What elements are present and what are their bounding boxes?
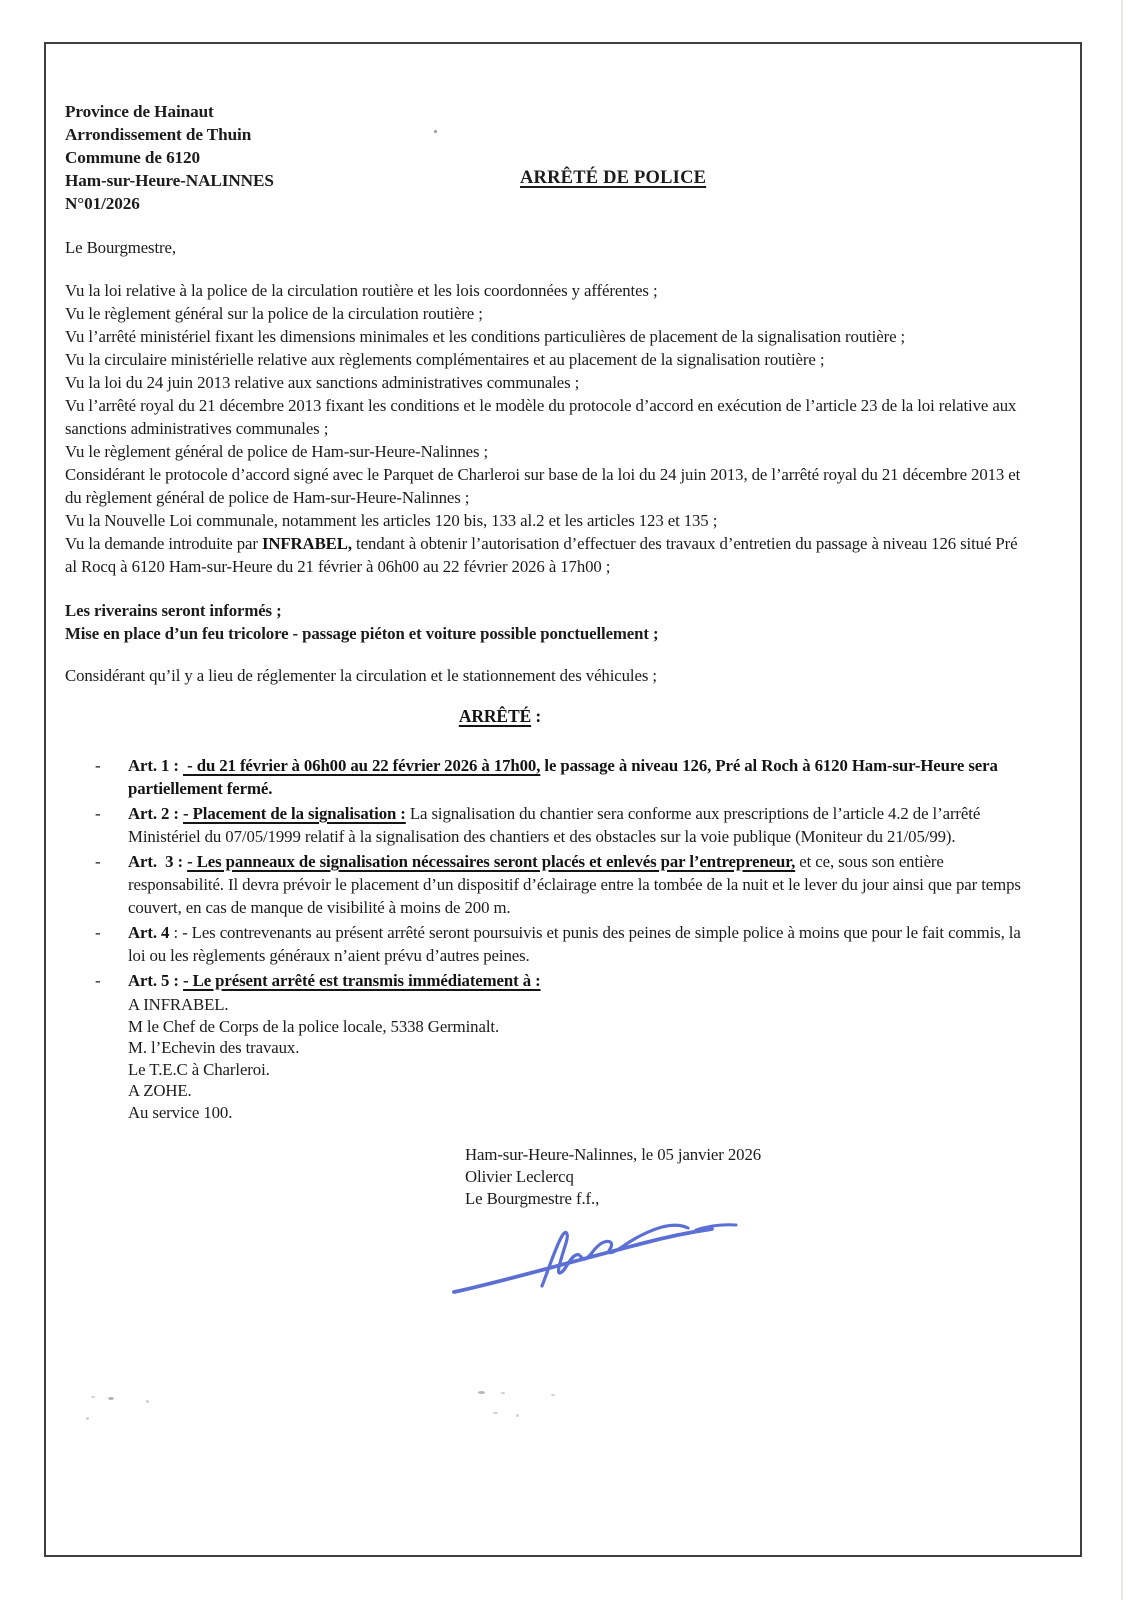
- article-2-underlined: - Placement de la signalisation :: [183, 804, 406, 823]
- clause: Vu la circulaire ministérielle relative aux règlements complémentaires et au placement de la signalisation routière ;: [65, 350, 825, 369]
- clause: Vu le règlement général de police de Ham-sur-Heure-Nalinnes ;: [65, 442, 489, 461]
- recipient-infrabel: A INFRABEL.: [128, 995, 229, 1014]
- article-4: [95, 921, 1030, 967]
- article-4-text: : - Les contrevenants au présent arrêté seront poursuivis et punis des peines de simple police à moins que pour le fait commis, la loi ou les règlements généraux n’aient prévu d’autres peines.: [128, 923, 1025, 965]
- scan-noise: [493, 1412, 498, 1414]
- signature-stroke-flourish: [696, 1225, 736, 1230]
- signature-stroke-scribble: [542, 1225, 688, 1286]
- scan-noise: [551, 1394, 555, 1396]
- article-3-label: Art. 3 :: [128, 852, 188, 871]
- signature-name: Olivier Leclercq: [465, 1167, 574, 1186]
- scan-noise: [146, 1400, 149, 1403]
- salutation: Le Bourgmestre,: [65, 238, 176, 257]
- article-1-label: Art. 1 :: [128, 756, 184, 775]
- letterhead: [65, 100, 1030, 215]
- recipient-police: M le Chef de Corps de la police locale, 5338 Germinalt.: [128, 1016, 500, 1036]
- clause: Vu la loi relative à la police de la circulation routière et les lois coordonnées y afférentes ;: [65, 281, 658, 300]
- signature-stroke-main: [454, 1229, 712, 1292]
- signature-block: [465, 1144, 1030, 1210]
- decree-word: ARRÊTÉ: [458, 706, 532, 726]
- clause: Vu le règlement général sur la police de la circulation routière ;: [65, 304, 483, 323]
- article-5-label: Art. 5 :: [128, 971, 184, 990]
- article-1-underlined: - du 21 février à 06h00 au 22 février 2026 à 17h00,: [183, 756, 541, 775]
- scan-noise: [478, 1391, 485, 1394]
- letterhead-arrondissement: Arrondissement de Thuin: [65, 125, 252, 144]
- decree-colon: :: [531, 706, 542, 726]
- article-4-label: Art. 4: [128, 923, 170, 942]
- recipient-zohe: A ZOHE.: [128, 1081, 192, 1100]
- article-1: [95, 754, 1030, 800]
- article-2-text: La signalisation du chantier sera conforme aux prescriptions de l’article 4.2 de l’arrêté Ministériel du 07/05/1999 relatif à la signalisation des chantiers et des obstacles sur la voie publique (Moniteur du 21/05/99).: [128, 804, 985, 846]
- recipients-list: [95, 994, 1030, 1123]
- letterhead-commune: Commune de 6120: [65, 148, 201, 167]
- letterhead-numero: N°01/2026: [65, 194, 140, 213]
- clause-demande: [65, 532, 1030, 578]
- notice-riverains: Les riverains seront informés ;: [65, 601, 282, 620]
- document-title: ARRÊTÉ DE POLICE: [520, 168, 707, 188]
- signature-role: Le Bourgmestre f.f.,: [465, 1189, 600, 1208]
- handwritten-signature: [450, 1210, 760, 1298]
- considerant: Considérant qu’il y a lieu de réglementer la circulation et le stationnement des véhicules ;: [65, 666, 657, 685]
- article-5-underlined: - Le présent arrêté est transmis immédiatement à :: [183, 971, 541, 990]
- letterhead-province: Province de Hainaut: [65, 102, 214, 121]
- clause-demande-infrabel: INFRABEL,: [261, 534, 352, 553]
- clause: Considérant le protocole d’accord signé avec le Parquet de Charleroi sur base de la loi du 24 juin 2013, de l’arrêté royal du 21 décembre 2013 et du règlement général de police de Ham-sur-Heure-Nalinnes ;: [65, 465, 1021, 507]
- recipient-service100: Au service 100.: [128, 1102, 233, 1122]
- clause: Vu la loi du 24 juin 2013 relative aux sanctions administratives communales ;: [65, 373, 580, 392]
- list-dash: -: [95, 804, 101, 823]
- article-3-text: et ce, sous son entière responsabilité. Il devra prévoir le placement d’un dispositif d’éclairage entre la tombée de la nuit et le lever du jour ainsi que par temps couvert, en cas de manque de visibilité à moins de 200 m.: [128, 852, 1025, 917]
- scan-noise: [501, 1392, 505, 1394]
- document-content: [46, 44, 1080, 1298]
- articles-list: [95, 754, 1030, 1123]
- article-1-text: le passage à niveau 126, Pré al Roch à 6120 Ham-sur-Heure sera partiellement fermé.: [128, 756, 1002, 798]
- scan-noise: [108, 1397, 114, 1400]
- article-3-underlined: - Les panneaux de signalisation nécessaires seront placés et enlevés par l’entrepreneur,: [187, 852, 796, 871]
- clause: Vu l’arrêté royal du 21 décembre 2013 fixant les conditions et le modèle du protocole d’accord en exécution de l’article 23 de la loi relative aux sanctions administratives communales ;: [65, 396, 1017, 438]
- letterhead-localite: Ham-sur-Heure-NALINNES: [65, 171, 274, 190]
- clause-demande-post: tendant à obtenir l’autorisation d’effectuer des travaux d’entretien du passage à niveau 126 situé Pré al Rocq à 6120 Ham-sur-Heure du 21 février à 06h00 au 22 février 2026 à 17h00 ;: [65, 534, 1018, 576]
- recipient-echevin: M. l’Echevin des travaux.: [128, 1038, 300, 1057]
- article-2: [95, 802, 1030, 848]
- clauses-block: [65, 279, 1030, 578]
- clause: Vu l’arrêté ministériel fixant les dimensions minimales et les conditions particulières de placement de la signalisation routière ;: [65, 327, 906, 346]
- decree-heading: [65, 705, 935, 728]
- list-dash: -: [95, 756, 101, 775]
- list-dash: -: [95, 852, 101, 871]
- signature-place-date: Ham-sur-Heure-Nalinnes, le 05 janvier 2026: [465, 1145, 762, 1164]
- scan-noise: [86, 1417, 89, 1420]
- scan-edge-artifact: [1121, 0, 1123, 1600]
- clause: Vu la Nouvelle Loi communale, notamment les articles 120 bis, 133 al.2 et les articles 123 et 135 ;: [65, 511, 718, 530]
- article-5: [95, 969, 1030, 992]
- article-2-label: Art. 2 :: [128, 804, 184, 823]
- list-dash: -: [95, 971, 101, 990]
- document-page: [44, 42, 1082, 1557]
- scan-noise: [516, 1414, 519, 1417]
- article-3: [95, 850, 1030, 919]
- clause-demande-pre: Vu la demande introduite par: [65, 534, 262, 553]
- recipient-tec: Le T.E.C à Charleroi.: [128, 1059, 270, 1079]
- notice-feu-tricolore: Mise en place d’un feu tricolore - passage piéton et voiture possible ponctuellement ;: [65, 624, 659, 643]
- notices-block: [65, 599, 1030, 645]
- list-dash: -: [95, 923, 101, 942]
- scan-noise: [91, 1396, 95, 1398]
